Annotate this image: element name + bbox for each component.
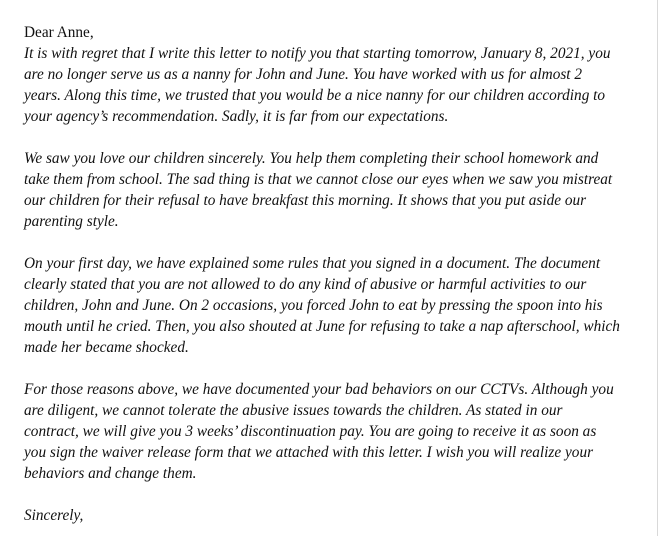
text-line: are no longer serve us as a nanny for John and June. You have worked with us for almost 2	[24, 66, 583, 83]
paragraph-notice	[24, 43, 652, 127]
letter-greeting: Dear Anne,	[24, 24, 94, 41]
paragraph-observation	[24, 148, 652, 232]
text-line: made her became shocked.	[24, 339, 189, 356]
text-line: take them from school. The sad thing is that we cannot close our eyes when we saw you mistreat	[24, 171, 613, 188]
paragraph-conclusion	[24, 379, 652, 484]
letter-closing: Sincerely,	[24, 507, 84, 524]
letter-body	[24, 22, 652, 526]
text-line: For those reasons above, we have documented your bad behaviors on our CCTVs. Although you	[24, 381, 614, 398]
text-line: years. Along this time, we trusted that you would be a nice nanny for our children according to	[24, 87, 606, 104]
text-line: clearly stated that you are not allowed to do any kind of abusive or harmful activities to our	[24, 276, 587, 293]
paragraph-rules	[24, 253, 652, 358]
text-line: It is with regret that I write this letter to notify you that starting tomorrow, January 8, 2021, you	[24, 45, 611, 62]
text-line: We saw you love our children sincerely. You help them completing their school homework and	[24, 150, 599, 167]
text-line: behaviors and change them.	[24, 465, 197, 482]
text-line: your agency’s recommendation. Sadly, it is far from our expectations.	[24, 108, 449, 125]
text-line: children, John and June. On 2 occasions, you forced John to eat by pressing the spoon into his	[24, 297, 603, 314]
text-line: contract, we will give you 3 weeks’ discontinuation pay. You are going to receive it as soon as	[24, 423, 597, 440]
text-line: On your first day, we have explained some rules that you signed in a document. The document	[24, 255, 601, 272]
text-line: mouth until he cried. Then, you also shouted at June for refusing to take a nap afterschool, which	[24, 318, 620, 335]
text-line: are diligent, we cannot tolerate the abusive issues towards the children. As stated in our	[24, 402, 563, 419]
text-line: you sign the waiver release form that we attached with this letter. I wish you will realize your	[24, 444, 594, 461]
text-line: our children for their refusal to have breakfast this morning. It shows that you put aside our	[24, 192, 587, 209]
text-line: parenting style.	[24, 213, 119, 230]
